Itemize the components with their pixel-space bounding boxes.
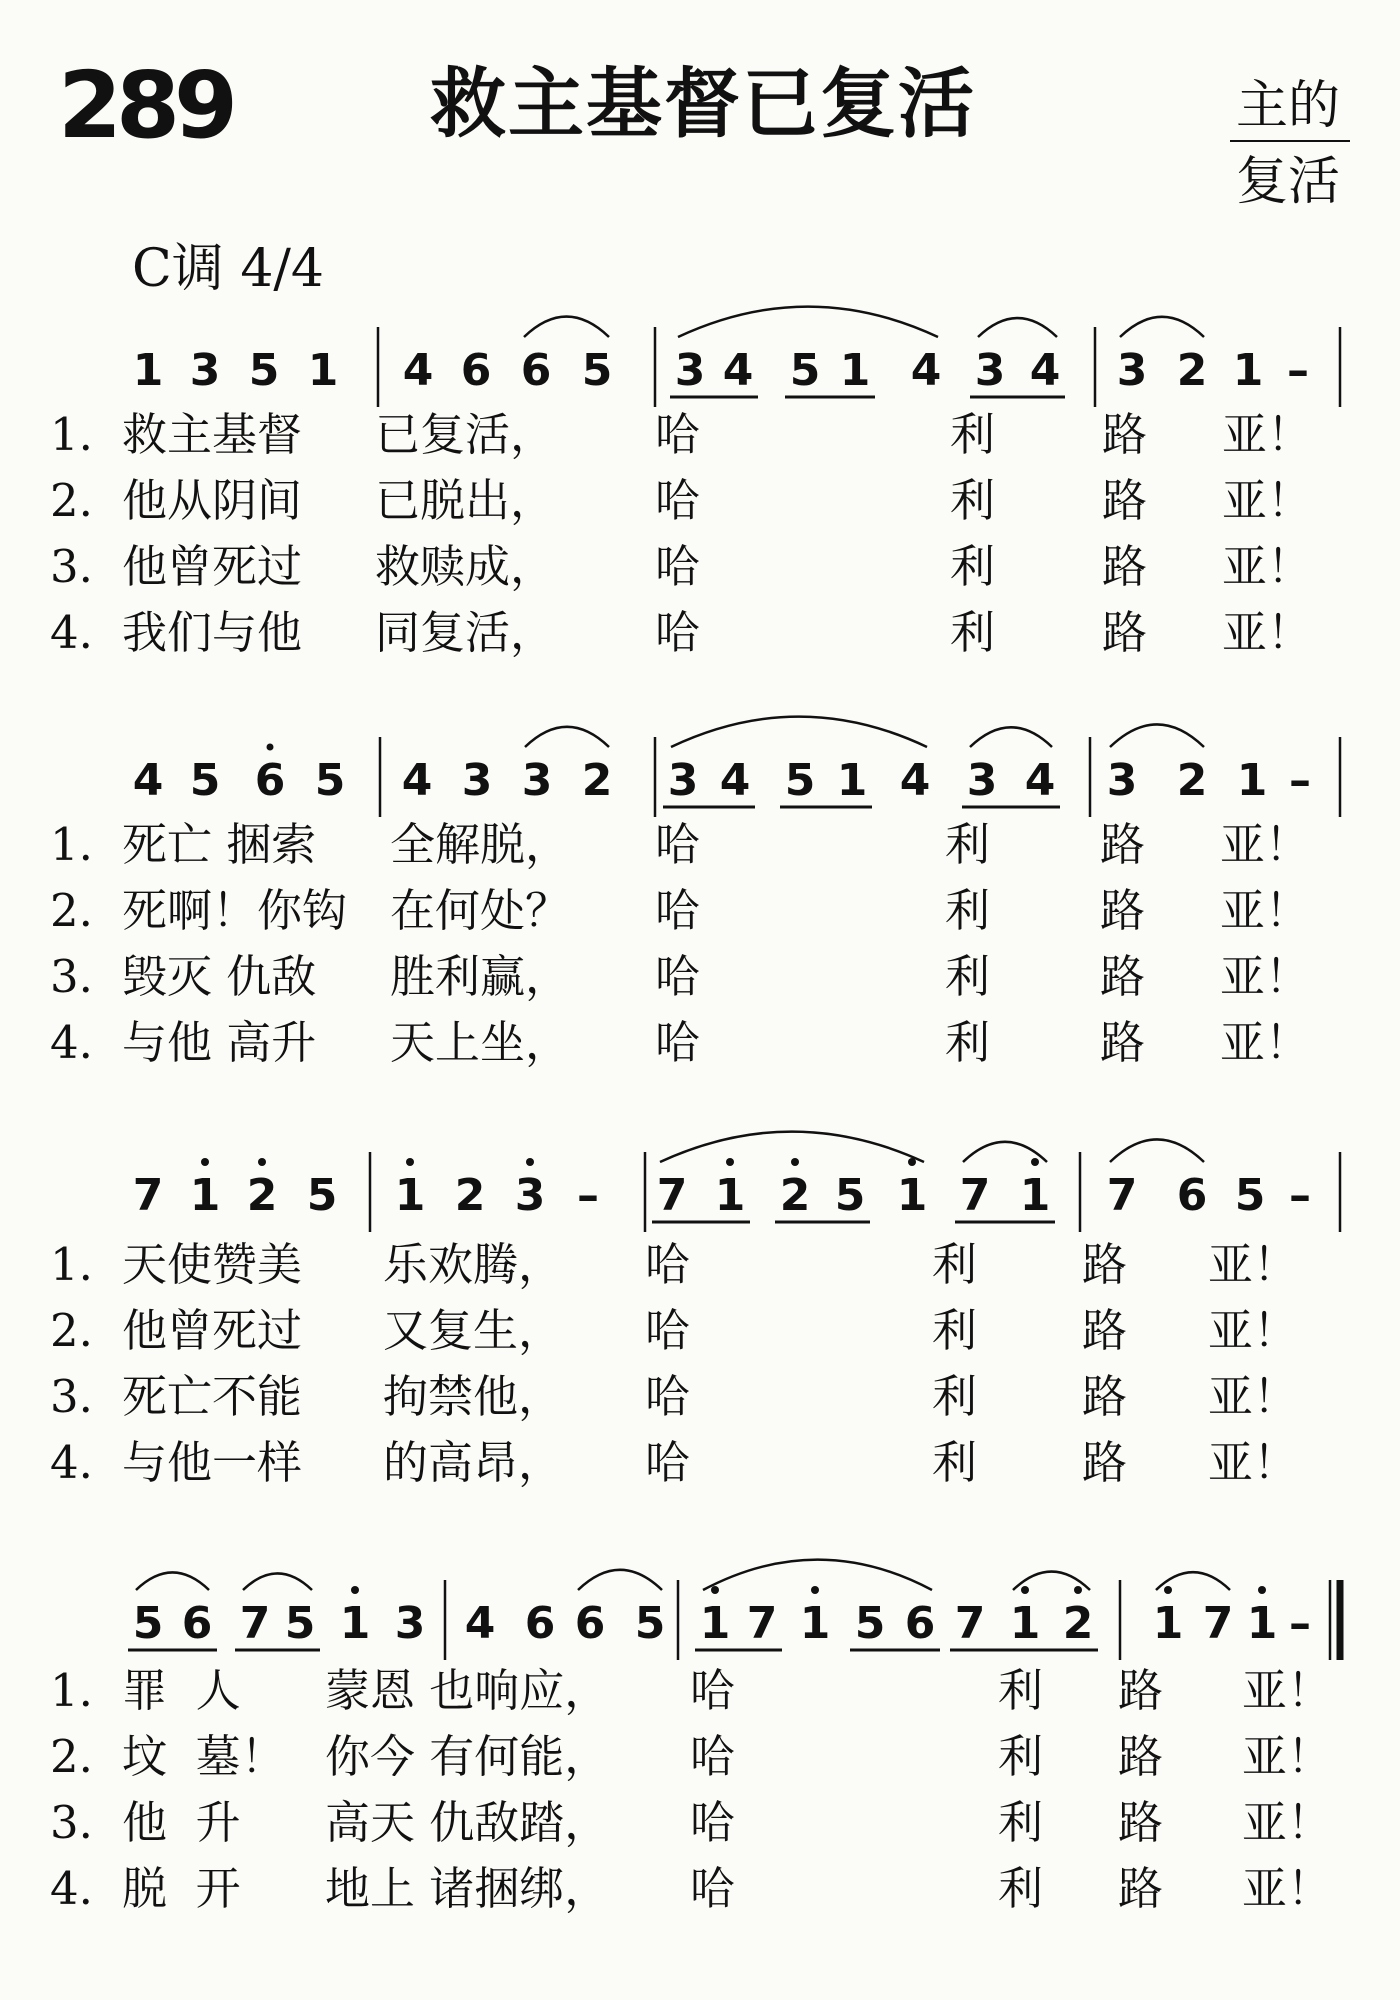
slur bbox=[1110, 1139, 1204, 1162]
lyric-text: 亚！ bbox=[1222, 408, 1313, 461]
note: 7 bbox=[132, 1170, 164, 1221]
verse-number: 1. bbox=[50, 1238, 93, 1291]
lyric-text: 哈 bbox=[645, 1436, 691, 1489]
lyric-text: 路 bbox=[1082, 1238, 1128, 1291]
note: 5 bbox=[834, 1170, 866, 1221]
lyric-text: 利 bbox=[998, 1664, 1044, 1717]
verse-number: 2. bbox=[50, 884, 93, 937]
lyric-text: 亚！ bbox=[1220, 884, 1311, 937]
note: 1 bbox=[1236, 755, 1268, 806]
note: 4 bbox=[722, 345, 754, 396]
high-octave-dot bbox=[201, 1158, 209, 1166]
high-octave-dot bbox=[811, 1586, 819, 1594]
slur bbox=[1110, 724, 1204, 747]
slur bbox=[671, 717, 927, 747]
lyric-text: 路 bbox=[1102, 606, 1148, 659]
slur bbox=[578, 1570, 662, 1590]
lyric-text: 路 bbox=[1118, 1862, 1164, 1915]
slur bbox=[136, 1572, 209, 1590]
lyric-text: 路 bbox=[1082, 1370, 1128, 1423]
category-label-top: 主的 bbox=[1236, 76, 1341, 136]
lyric-text: 他 升 bbox=[122, 1796, 241, 1849]
note: 3 bbox=[966, 755, 998, 806]
lyric-text: 亚！ bbox=[1222, 540, 1313, 593]
verse-number: 3. bbox=[50, 540, 93, 593]
lyric-text: 利 bbox=[932, 1238, 978, 1291]
lyric-text: 利 bbox=[950, 408, 996, 461]
note: 4 bbox=[464, 1598, 496, 1649]
lyric-text: 死亡不能 bbox=[122, 1370, 303, 1423]
slur bbox=[678, 307, 938, 337]
lyric-text: 又复生， bbox=[383, 1304, 564, 1357]
lyric-text: 乐欢腾， bbox=[383, 1238, 564, 1291]
high-octave-dot bbox=[1258, 1586, 1266, 1594]
note: 5 bbox=[1234, 1170, 1266, 1221]
lyric-text: 亚！ bbox=[1242, 1862, 1333, 1915]
high-octave-dot bbox=[908, 1158, 916, 1166]
slur bbox=[243, 1573, 312, 1590]
lyric-text: 利 bbox=[998, 1796, 1044, 1849]
note: 5 bbox=[314, 755, 346, 806]
high-octave-dot bbox=[1031, 1158, 1039, 1166]
note: 3 bbox=[1106, 755, 1138, 806]
lyric-text: 哈 bbox=[655, 474, 701, 527]
note: 1 bbox=[714, 1170, 746, 1221]
lyric-text: 拘禁他， bbox=[383, 1370, 564, 1423]
lyric-text: 死啊！你钩 bbox=[122, 884, 348, 937]
high-octave-dot bbox=[526, 1158, 534, 1166]
note: 4 bbox=[910, 345, 942, 396]
note: 7 bbox=[656, 1170, 688, 1221]
note: 1 bbox=[132, 345, 164, 396]
high-octave-dot bbox=[726, 1158, 734, 1166]
note: 1 bbox=[189, 1170, 221, 1221]
note: – bbox=[1287, 345, 1309, 396]
lyric-text: 已复活， bbox=[375, 408, 556, 461]
verse-number: 3. bbox=[50, 1370, 93, 1423]
note: 6 bbox=[254, 755, 286, 806]
high-octave-dot bbox=[406, 1158, 414, 1166]
lyric-text: 他曾死过 bbox=[122, 540, 303, 593]
lyric-text: 地上 诸捆绑， bbox=[325, 1862, 610, 1915]
verse-number: 2. bbox=[50, 1730, 93, 1783]
note: 1 bbox=[1246, 1598, 1278, 1649]
lyric-text: 路 bbox=[1118, 1664, 1164, 1717]
note: 5 bbox=[132, 1598, 164, 1649]
lyric-text: 哈 bbox=[645, 1304, 691, 1357]
lyric-text: 坟 墓！ bbox=[122, 1730, 286, 1783]
high-octave-dot bbox=[258, 1158, 266, 1166]
lyric-text: 路 bbox=[1118, 1796, 1164, 1849]
note: 3 bbox=[189, 345, 221, 396]
note: 5 bbox=[306, 1170, 338, 1221]
lyric-text: 利 bbox=[945, 1016, 991, 1069]
note: 1 bbox=[839, 345, 871, 396]
lyric-text: 哈 bbox=[655, 818, 701, 871]
high-octave-dot bbox=[351, 1586, 359, 1594]
lyric-text: 他曾死过 bbox=[122, 1304, 303, 1357]
lyric-text: 路 bbox=[1100, 818, 1146, 871]
lyric-text: 你今 有何能， bbox=[325, 1730, 610, 1783]
lyric-text: 他从阴间 bbox=[122, 474, 303, 527]
lyric-text: 路 bbox=[1102, 474, 1148, 527]
lyric-text: 哈 bbox=[655, 884, 701, 937]
lyric-text: 全解脱， bbox=[390, 818, 571, 871]
note: 6 bbox=[524, 1598, 556, 1649]
verse-number: 2. bbox=[50, 474, 93, 527]
lyric-text: 哈 bbox=[690, 1862, 736, 1915]
note: 3 bbox=[674, 345, 706, 396]
note: 7 bbox=[1106, 1170, 1138, 1221]
verse-number: 2. bbox=[50, 1304, 93, 1357]
note: 4 bbox=[719, 755, 751, 806]
note: 5 bbox=[284, 1598, 316, 1649]
lyric-text: 亚！ bbox=[1222, 474, 1313, 527]
note: 4 bbox=[1029, 345, 1061, 396]
lyric-text: 亚！ bbox=[1242, 1730, 1333, 1783]
lyric-text: 哈 bbox=[645, 1370, 691, 1423]
lyric-text: 利 bbox=[950, 474, 996, 527]
note: 1 bbox=[307, 345, 339, 396]
note: 4 bbox=[132, 755, 164, 806]
note: 2 bbox=[1176, 755, 1208, 806]
lyric-text: 与他一样 bbox=[122, 1436, 303, 1489]
high-octave-dot bbox=[1021, 1586, 1029, 1594]
lyric-text: 利 bbox=[945, 950, 991, 1003]
note: 3 bbox=[461, 755, 493, 806]
lyric-text: 哈 bbox=[645, 1238, 691, 1291]
verse-number: 4. bbox=[50, 1862, 93, 1915]
lyric-text: 与他 高升 bbox=[122, 1016, 317, 1069]
note: 7 bbox=[239, 1598, 271, 1649]
lyric-text: 路 bbox=[1118, 1730, 1164, 1783]
lyric-text: 天上坐， bbox=[390, 1016, 571, 1069]
high-octave-dot bbox=[1164, 1586, 1172, 1594]
note: 2 bbox=[581, 755, 613, 806]
note: 6 bbox=[574, 1598, 606, 1649]
high-octave-dot bbox=[791, 1158, 799, 1166]
lyric-text: 利 bbox=[945, 818, 991, 871]
lyric-text: 亚！ bbox=[1208, 1436, 1299, 1489]
note: 2 bbox=[454, 1170, 486, 1221]
lyric-text: 亚！ bbox=[1242, 1796, 1333, 1849]
note: 4 bbox=[1024, 755, 1056, 806]
lyric-text: 哈 bbox=[655, 1016, 701, 1069]
lyric-text: 死亡 捆索 bbox=[122, 818, 317, 871]
note: 3 bbox=[514, 1170, 546, 1221]
lyric-text: 路 bbox=[1082, 1436, 1128, 1489]
note: 5 bbox=[248, 345, 280, 396]
note: – bbox=[1289, 1598, 1311, 1649]
lyric-text: 同复活， bbox=[375, 606, 556, 659]
note: 1 bbox=[1019, 1170, 1051, 1221]
note: 3 bbox=[1116, 345, 1148, 396]
note: 7 bbox=[959, 1170, 991, 1221]
note: 7 bbox=[954, 1598, 986, 1649]
lyric-text: 路 bbox=[1082, 1304, 1128, 1357]
lyric-text: 脱 开 bbox=[122, 1862, 241, 1915]
lyric-text: 亚！ bbox=[1208, 1370, 1299, 1423]
slur bbox=[978, 318, 1057, 337]
lyric-text: 亚！ bbox=[1242, 1664, 1333, 1717]
note: 1 bbox=[1009, 1598, 1041, 1649]
note: 1 bbox=[1232, 345, 1264, 396]
lyric-text: 哈 bbox=[655, 950, 701, 1003]
lyric-text: 利 bbox=[950, 606, 996, 659]
lyric-text: 亚！ bbox=[1208, 1238, 1299, 1291]
lyric-text: 哈 bbox=[690, 1796, 736, 1849]
note: 5 bbox=[854, 1598, 886, 1649]
note: 5 bbox=[581, 345, 613, 396]
lyric-text: 救赎成， bbox=[375, 540, 556, 593]
lyric-text: 路 bbox=[1102, 540, 1148, 593]
note: 2 bbox=[246, 1170, 278, 1221]
verse-number: 4. bbox=[50, 606, 93, 659]
lyric-text: 路 bbox=[1100, 1016, 1146, 1069]
slur bbox=[703, 1560, 932, 1590]
note: 1 bbox=[799, 1598, 831, 1649]
note: 1 bbox=[836, 755, 868, 806]
verse-number: 1. bbox=[50, 408, 93, 461]
lyric-text: 的高昂， bbox=[383, 1436, 564, 1489]
lyric-text: 我们与他 bbox=[122, 606, 303, 659]
note: – bbox=[1289, 1170, 1311, 1221]
lyric-text: 胜利赢， bbox=[390, 950, 571, 1003]
note: 5 bbox=[784, 755, 816, 806]
lyric-text: 罪 人 bbox=[122, 1664, 241, 1717]
lyric-text: 亚！ bbox=[1220, 950, 1311, 1003]
slur bbox=[660, 1132, 924, 1162]
note: – bbox=[1289, 755, 1311, 806]
note: 1 bbox=[699, 1598, 731, 1649]
verse-number: 1. bbox=[50, 818, 93, 871]
verse-number: 4. bbox=[50, 1016, 93, 1069]
note: 6 bbox=[181, 1598, 213, 1649]
note: 6 bbox=[1176, 1170, 1208, 1221]
slur bbox=[525, 727, 609, 747]
note: 2 bbox=[779, 1170, 811, 1221]
note: 3 bbox=[521, 755, 553, 806]
lyric-text: 利 bbox=[998, 1862, 1044, 1915]
octave-dot bbox=[267, 744, 274, 751]
high-octave-dot bbox=[1074, 1586, 1082, 1594]
lyric-text: 利 bbox=[932, 1304, 978, 1357]
note: 6 bbox=[520, 345, 552, 396]
lyric-text: 亚！ bbox=[1220, 1016, 1311, 1069]
note: 2 bbox=[1062, 1598, 1094, 1649]
note: 2 bbox=[1176, 345, 1208, 396]
lyric-text: 救主基督 bbox=[122, 408, 303, 461]
high-octave-dot bbox=[711, 1586, 719, 1594]
verse-number: 3. bbox=[50, 1796, 93, 1849]
lyric-text: 已脱出， bbox=[375, 474, 556, 527]
note: 4 bbox=[899, 755, 931, 806]
lyric-text: 亚！ bbox=[1222, 606, 1313, 659]
lyric-text: 哈 bbox=[690, 1730, 736, 1783]
verse-number: 1. bbox=[50, 1664, 93, 1717]
hymn-title: 救主基督已复活 bbox=[430, 59, 976, 148]
lyric-text: 路 bbox=[1100, 950, 1146, 1003]
lyric-text: 哈 bbox=[655, 408, 701, 461]
lyric-text: 高天 仇敌踏， bbox=[325, 1796, 610, 1849]
verse-number: 3. bbox=[50, 950, 93, 1003]
lyric-text: 亚！ bbox=[1208, 1304, 1299, 1357]
lyric-text: 利 bbox=[932, 1370, 978, 1423]
note: – bbox=[577, 1170, 599, 1221]
note: 4 bbox=[401, 755, 433, 806]
verse-number: 4. bbox=[50, 1436, 93, 1489]
note: 3 bbox=[667, 755, 699, 806]
note: 6 bbox=[904, 1598, 936, 1649]
hymn-number: 289 bbox=[58, 52, 233, 159]
lyric-text: 亚！ bbox=[1220, 818, 1311, 871]
lyric-text: 哈 bbox=[690, 1664, 736, 1717]
note: 1 bbox=[394, 1170, 426, 1221]
lyric-text: 毁灭 仇敌 bbox=[122, 950, 317, 1003]
lyric-text: 在何处？ bbox=[390, 884, 571, 937]
lyric-text: 利 bbox=[998, 1730, 1044, 1783]
note: 7 bbox=[746, 1598, 778, 1649]
slur bbox=[1120, 317, 1204, 337]
note: 3 bbox=[394, 1598, 426, 1649]
lyric-text: 哈 bbox=[655, 606, 701, 659]
key-time-signature: C调 4/4 bbox=[132, 239, 325, 299]
note: 3 bbox=[974, 345, 1006, 396]
lyric-text: 路 bbox=[1102, 408, 1148, 461]
note: 1 bbox=[1152, 1598, 1184, 1649]
lyric-text: 利 bbox=[932, 1436, 978, 1489]
note: 6 bbox=[460, 345, 492, 396]
lyric-text: 路 bbox=[1100, 884, 1146, 937]
slur bbox=[970, 727, 1052, 747]
slur bbox=[524, 317, 609, 337]
lyric-text: 利 bbox=[945, 884, 991, 937]
note: 5 bbox=[789, 345, 821, 396]
lyric-text: 天使赞美 bbox=[122, 1238, 303, 1291]
lyric-text: 蒙恩 也响应， bbox=[325, 1664, 610, 1717]
note: 1 bbox=[339, 1598, 371, 1649]
lyric-text: 利 bbox=[950, 540, 996, 593]
note: 4 bbox=[402, 345, 434, 396]
lyric-text: 哈 bbox=[655, 540, 701, 593]
note: 7 bbox=[1202, 1598, 1234, 1649]
note: 5 bbox=[634, 1598, 666, 1649]
note: 5 bbox=[189, 755, 221, 806]
category-label-bottom: 复活 bbox=[1236, 152, 1341, 212]
note: 1 bbox=[896, 1170, 928, 1221]
